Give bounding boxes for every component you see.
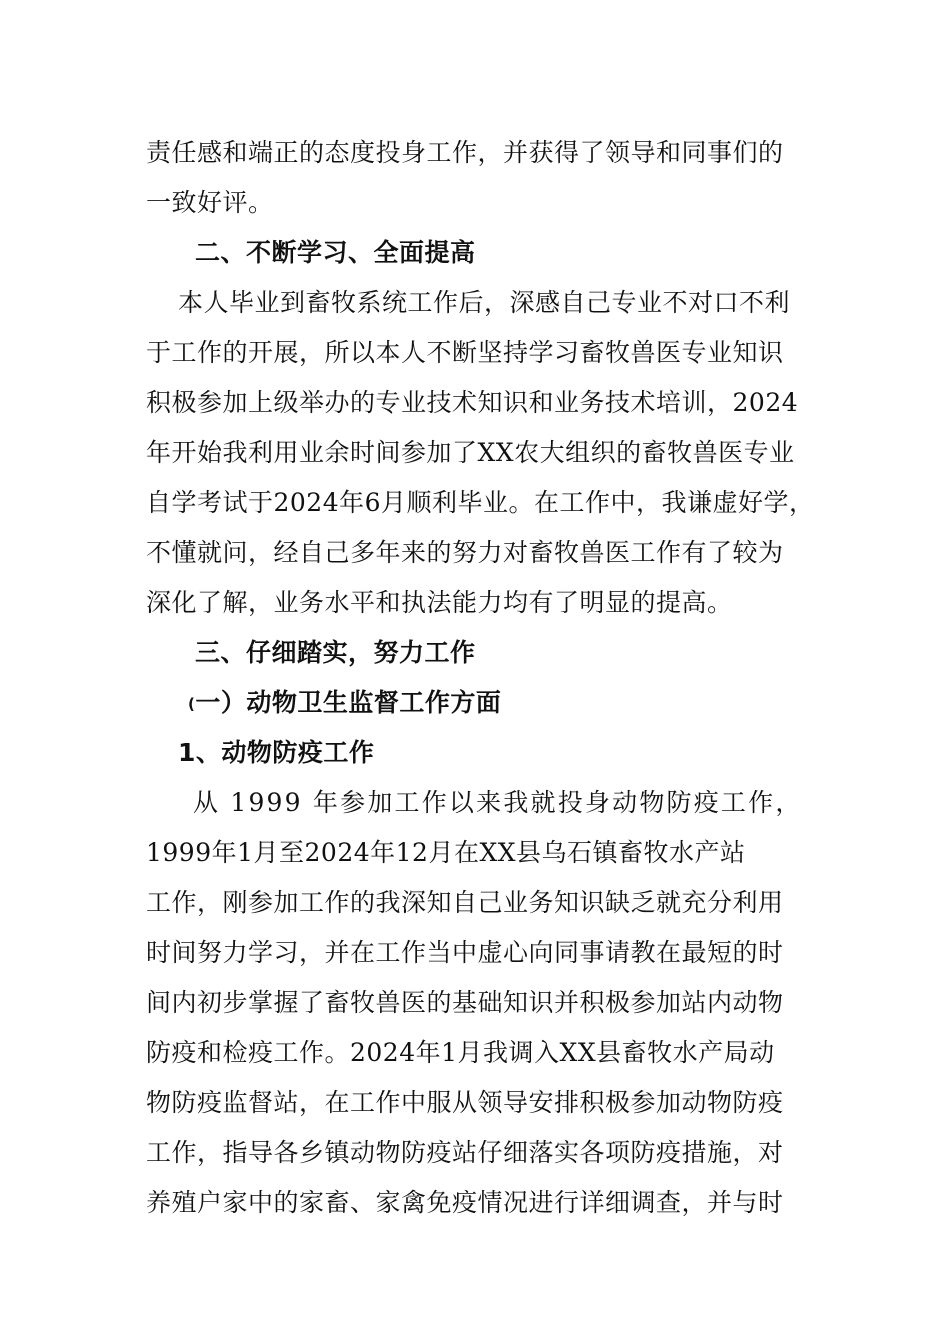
section-heading: 二、不断学习、全面提高 [195,238,476,267]
paragraph-line: 于工作的开展，所以本人不断坚持学习畜牧兽医专业知识 [146,338,784,367]
paragraph-line: 责任感和端正的态度投身工作，并获得了领导和同事们的 [146,138,784,167]
paragraph-line: 积极参加上级举办的专业技术知识和业务技术培训，2024 [146,388,799,417]
paragraph-line: 1999年1月至2024年12月在XX县乌石镇畜牧水产站 [146,838,746,867]
paragraph-line: 养殖户家中的家畜、家禽免疫情况进行详细调查，并与时 [146,1188,784,1217]
paragraph-line: 间内初步掌握了畜牧兽医的基础知识并积极参加站内动物 [146,988,784,1017]
paren-mark: ( [188,695,196,713]
paragraph-line: 防疫和检疫工作。2024年1月我调入XX县畜牧水产局动 [146,1038,775,1067]
paragraph-line: 一致好评。 [146,188,274,217]
paragraph-line: 本人毕业到畜牧系统工作后，深感自己专业不对口不利 [178,288,791,317]
paragraph-line: 深化了解，业务水平和执法能力均有了明显的提高。 [146,588,733,617]
paragraph-line: 物防疫监督站，在工作中服从领导安排积极参加动物防疫 [146,1088,784,1117]
section-heading: 三、仔细踏实，努力工作 [195,638,476,667]
paragraph-line: 年开始我利用业余时间参加了XX农大组织的畜牧兽医专业 [146,438,795,467]
subsection-heading: 1、动物防疫工作 [178,738,375,767]
paragraph-line: 自学考试于2024年6月顺利毕业。在工作中，我谦虚好学， [146,488,815,517]
subsection-heading [188,686,878,721]
paragraph-line: 工作，刚参加工作的我深知自己业务知识缺乏就充分利用 [146,888,784,917]
paragraph-line: 时间努力学习，并在工作当中虚心向同事请教在最短的时 [146,938,784,967]
paragraph-line: 从 1999 年参加工作以来我就投身动物防疫工作， [193,788,803,817]
subsection-heading-text: 一）动物卫生监督工作方面 [195,688,502,717]
paragraph-line: 工作，指导各乡镇动物防疫站仔细落实各项防疫措施，对 [146,1138,784,1167]
paragraph-line: 不懂就问，经自己多年来的努力对畜牧兽医工作有了较为 [146,538,784,567]
